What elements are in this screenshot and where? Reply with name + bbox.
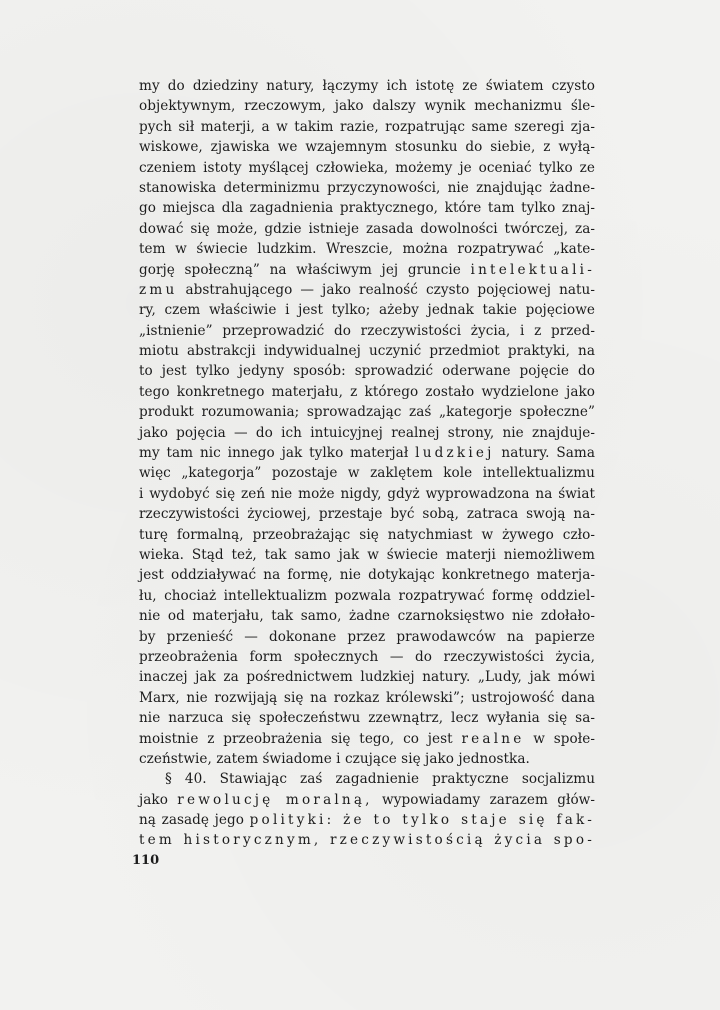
text-line: jako pojęcia — do ich intuicyjnej realnej strony, nie znajduje- <box>139 424 595 441</box>
text-line: ry, czem właściwie i jest tylko; ażeby jednak takie pojęciowe <box>139 302 595 319</box>
text-line: moistnie z przeobrażenia się tego, co jest realne w społe- <box>139 730 595 747</box>
text-line: nie od materjału, tak samo, żadne czarnoksięstwo nie zdołało- <box>139 608 595 625</box>
text-line: jest oddziaływać na formę, nie dotykając konkretnego materja- <box>139 567 595 584</box>
text-line: ną zasadę jego polityki: że to tylko staje się fak- <box>139 812 596 829</box>
text-line: stanowiska determinizmu przyczynowości, nie znajdując żadne- <box>139 179 595 196</box>
text-line: my do dziedziny natury, łączymy ich istotę ze światem czysto <box>139 78 595 94</box>
text-line: objektywnym, rzeczowym, jako dalszy wynik mechanizmu śle- <box>139 98 595 115</box>
text-line: więc „kategorja” pozostaje w zaklętem kole intellektualizmu <box>139 465 595 482</box>
paragraph-end-line: czeństwie, zatem świadome i czujące się jako jednostka. <box>139 750 530 767</box>
text-line: to jest tylko jedyny sposób: sprowadzić oderwane pojęcie do <box>139 363 595 380</box>
text-line: tego konkretnego materjału, z którego zostało wydzielone jako <box>139 383 595 400</box>
text-line: wiskowe, zjawiska we wzajemnym stosunku do siebie, z wyłą- <box>139 139 595 156</box>
text-line: nie narzuca się społeczeństwu zzewnątrz, lecz wyłania się sa- <box>139 710 595 727</box>
text-line: „istnienie” przeprowadzić do rzeczywistości życia, i z przed- <box>139 322 595 339</box>
text-line: produkt rozumowania; sprowadzając zaś „kategorje społeczne” <box>139 404 595 421</box>
text-line: tem w świecie ludzkim. Wreszcie, można rozpatrywać „kate- <box>139 241 595 258</box>
text-line: pych sił materji, a w takim razie, rozpatrując same szeregi zja- <box>139 118 595 135</box>
spaced-emphasis: ludzkiej <box>415 445 495 462</box>
text-line <box>139 830 595 850</box>
text-line: łu, chociaż intellektualizm pozwala rozpatrywać formę oddziel- <box>139 587 595 604</box>
spaced-emphasis: realne <box>461 730 525 747</box>
text-line: inaczej jak za pośrednictwem ludzkiej natury. „Ludy, jak mówi <box>139 669 595 686</box>
text-line: go miejsca dla zagadnienia praktycznego, które tam tylko znaj- <box>139 200 595 217</box>
text-line: czeniem istoty myślącej człowieka, możemy je oceniać tylko ze <box>139 159 595 176</box>
text-line: dować się może, gdzie istnieje zasada dowolności twórczej, za- <box>139 220 595 237</box>
spaced-emphasis: zmu <box>139 281 178 298</box>
text-line: turę formalną, przeobrażając się natychmiast w żywego czło- <box>139 526 595 543</box>
text-line: zmu abstrahującego — jako realność czysto pojęciowej natu- <box>139 281 595 298</box>
text-line: my tam nic innego jak tylko materjał ludzkiej natury. Sama <box>139 445 595 462</box>
page-number: 110 <box>132 853 160 868</box>
text-line: gorję społeczną” na właściwym jej gruncie intelektuali- <box>139 261 595 278</box>
text-line: jako rewolucję moralną, wypowiadamy zarazem głów- <box>139 791 596 808</box>
text-line: miotu abstrakcji indywidualnej uczynić przedmiot praktyki, na <box>139 343 595 360</box>
section-heading-line: § 40. Stawiając zaś zagadnienie praktyczne socjalizmu <box>165 771 595 788</box>
text-line: i wydobyć się zeń nie może nigdy, gdyż wyprowadzona na świat <box>139 485 595 502</box>
text-line: przeobrażenia form społecznych — do rzeczywistości życia, <box>139 648 595 665</box>
spaced-emphasis: rewolucję moralną, <box>177 791 373 808</box>
text-line: wieka. Stąd też, tak samo jak w świecie materji niemożliwem <box>139 546 595 563</box>
text-line: by przenieść — dokonane przez prawodawców na papierze <box>139 628 595 645</box>
text-line: rzeczywistości życiowej, przestaje być sobą, zatraca swoją na- <box>139 506 595 523</box>
spaced-emphasis: intelektuali- <box>470 261 595 278</box>
body-text <box>139 76 595 851</box>
spaced-emphasis: polityki: że to tylko staje się fak- <box>249 812 596 829</box>
spaced-emphasis: tem historycznym, rzeczywistością życia spo- <box>139 832 595 849</box>
text-line: Marx, nie rozwijają się na rozkaz królewski”; ustrojowość dana <box>139 689 595 706</box>
